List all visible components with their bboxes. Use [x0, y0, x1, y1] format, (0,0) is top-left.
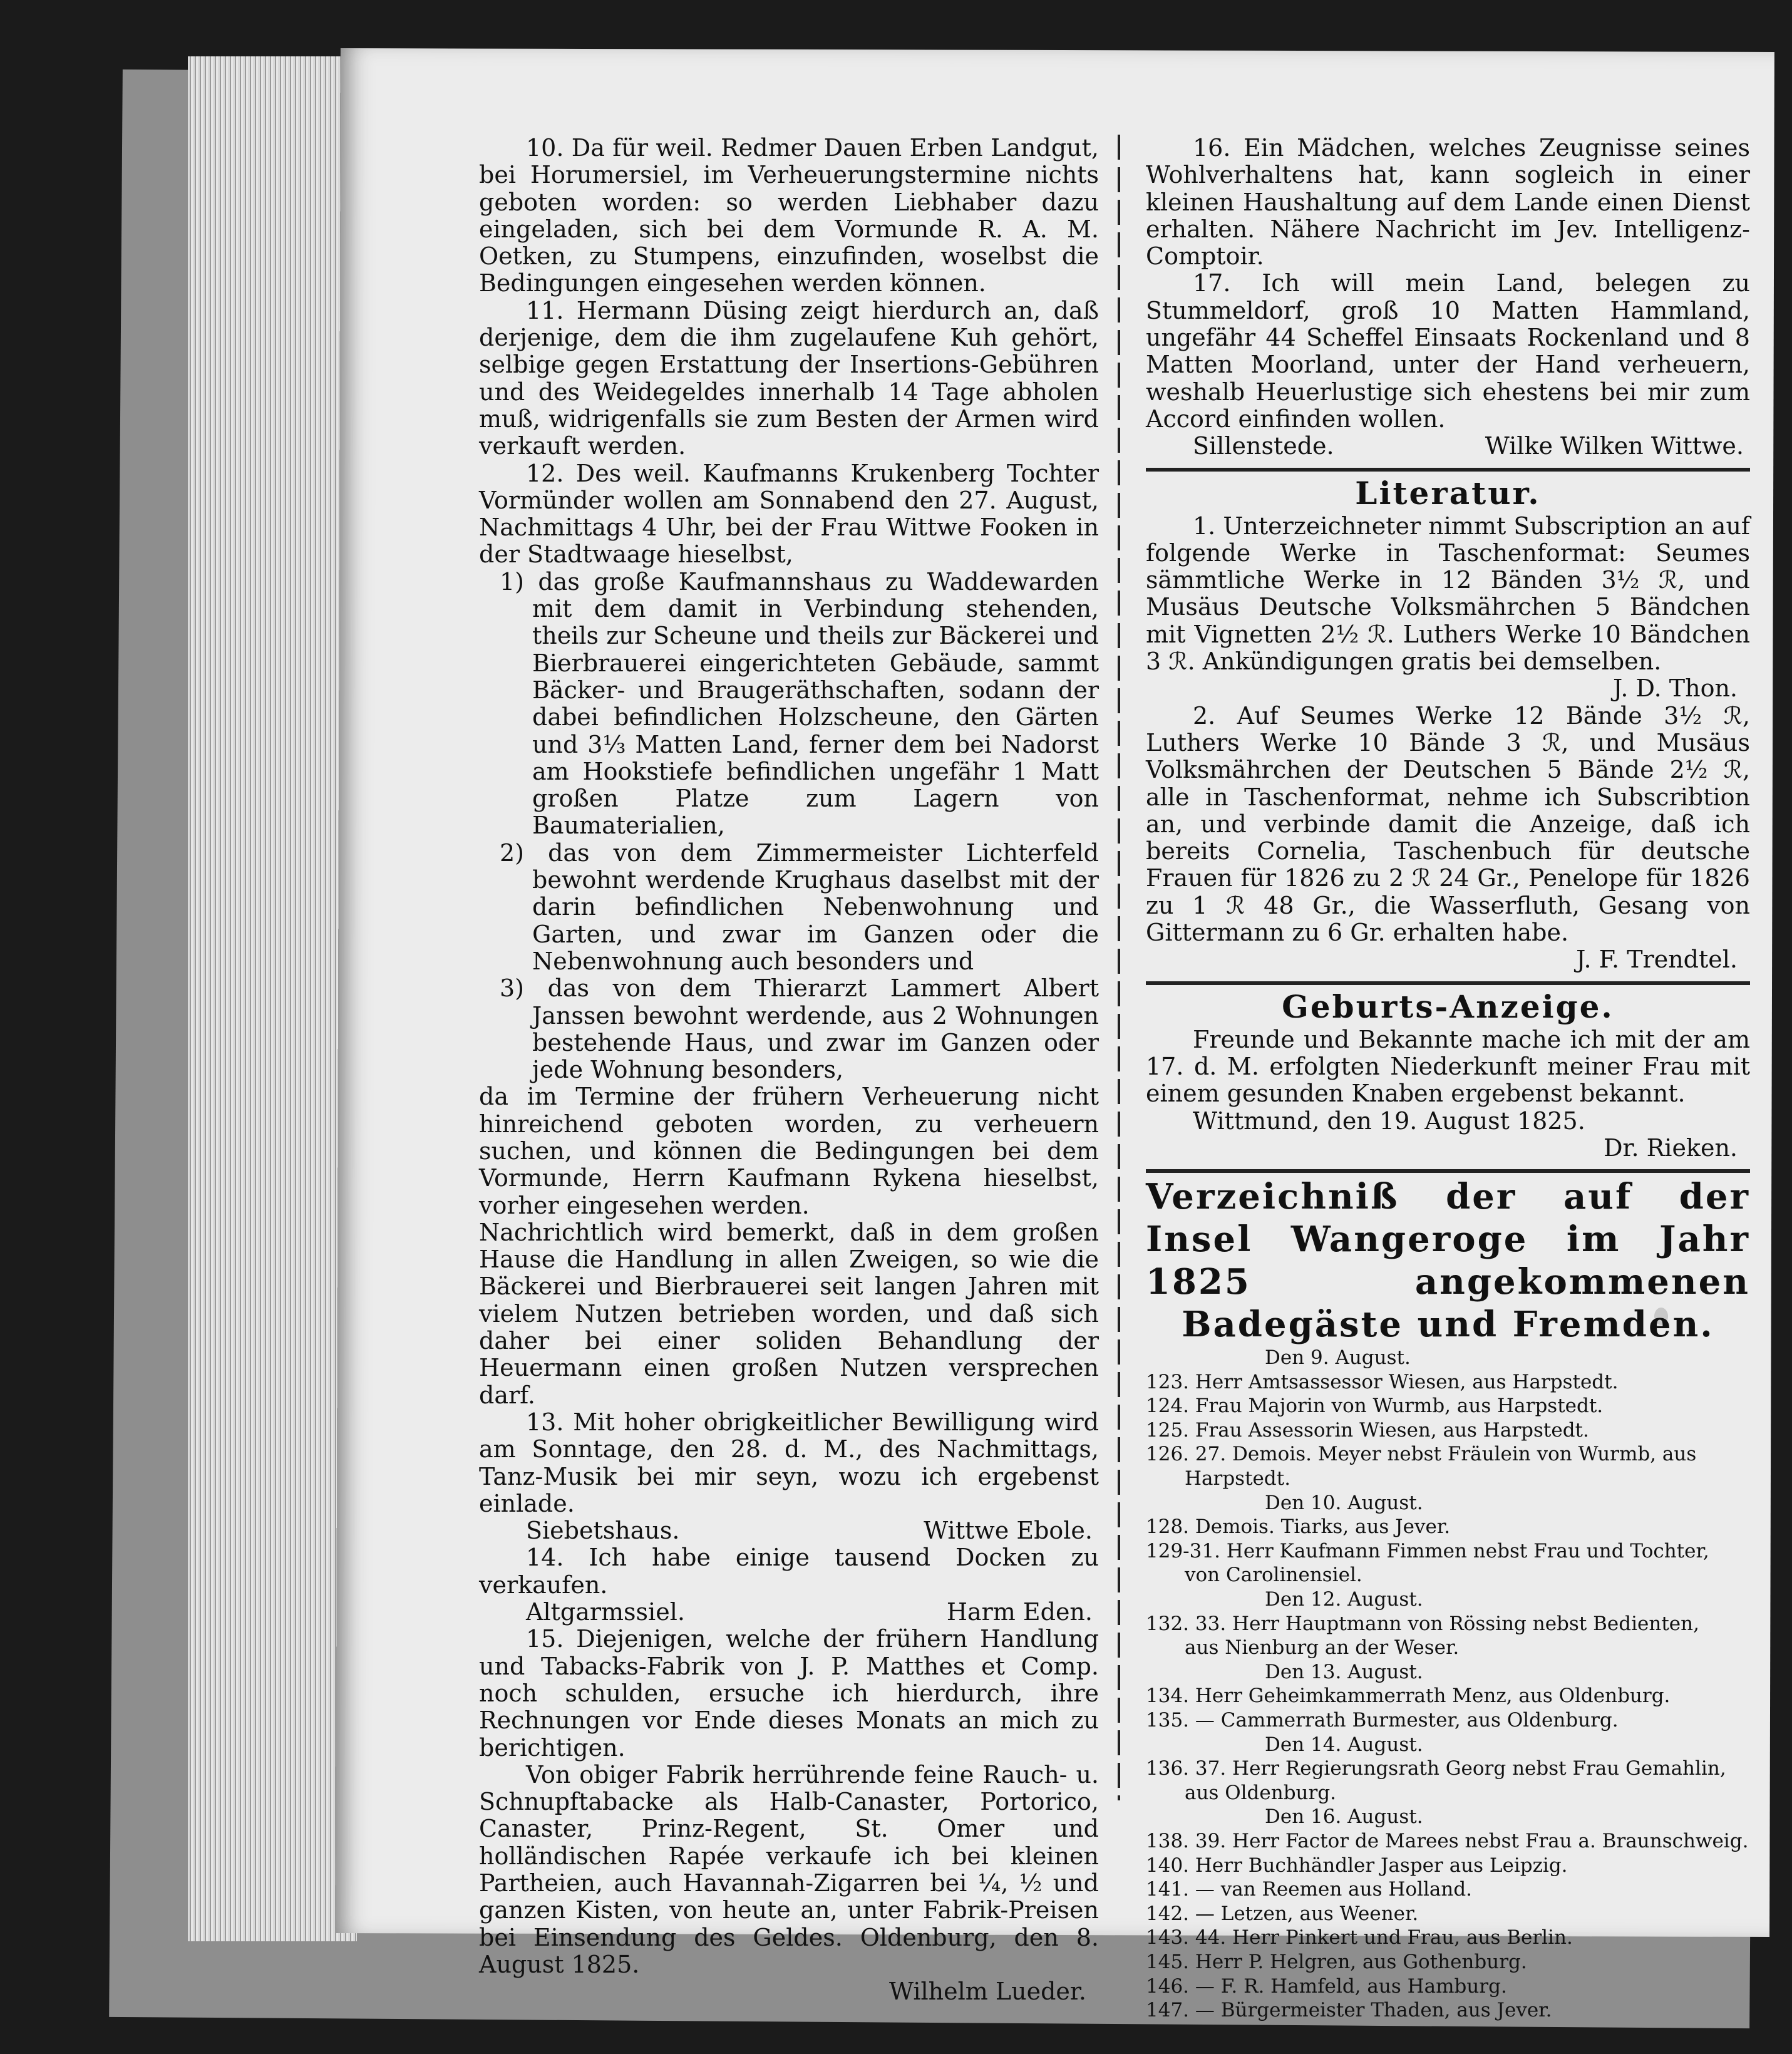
- guest-list-date: Den 10. August.: [1265, 1491, 1423, 1514]
- list-item: 2) das von dem Zimmermeister Lichterfeld bewohnt werdende Krughaus daselbst mit der darin befindlichen Nebenwohnung und Garten, und zwar im Ganzen oder die Nebenwohnung auch besonders und: [500, 839, 1099, 975]
- guest-list-entry: 140. Herr Buchhändler Jasper aus Leipzig.: [1146, 1854, 1568, 1877]
- guest-list-date: Den 12. August.: [1265, 1588, 1423, 1611]
- guest-list-date: Den 14. August.: [1265, 1733, 1423, 1756]
- guest-list-entry: von Carolinensiel.: [1185, 1564, 1362, 1587]
- guest-list-date: Den 16. August.: [1265, 1805, 1423, 1829]
- notice-15-offer: Von obiger Fabrik herrührende feine Rauch- u. Schnupftabacke als Halb-Canaster, Portorico, Canaster, Prinz-Regent, St. Omer und holländischen Rapée verkaufe ich bei kleinen Partheien, auch Havannah-Zigarren bei ¼, ½ und ganzen Kisten, von heute an, unter Fabrik-Preisen bei Einsendung des Geldes. Oldenburg, den 8. August 1825.: [479, 1760, 1099, 1978]
- signature-name: Wittwe Ebole.: [924, 1517, 1093, 1545]
- section-heading-birth: Geburts-Anzeige.: [1282, 988, 1614, 1025]
- page-stack-edge: [188, 56, 357, 1941]
- notice-12-continuation: da im Termine der frühern Verheuerung nicht hinreichend geboten worden, zu verheuern suchen, und können die Bedingungen bei dem Vormunde, Herrn Kaufmann Rykena hieselbst, vorher eingesehen werden.: [479, 1083, 1099, 1219]
- signature-place: Altgarmssiel.: [526, 1598, 685, 1626]
- guest-list-entry: 132. 33. Herr Hauptmann von Rössing nebst Bedienten,: [1146, 1612, 1699, 1635]
- notice-16: 16. Ein Mädchen, welches Zeugnisse seines Wohlverhaltens hat, kann sogleich in einer kleinen Haushaltung auf dem Lande einen Dienst erhalten. Nähere Nachricht im Jev. Intelligenz-Comptoir.: [1146, 134, 1750, 271]
- notice-10: 10. Da für weil. Redmer Dauen Erben Landgut, bei Horumersiel, im Verheuerungstermine nichts geboten worden: so werden Liebhaber dazu eingeladen, sich bei dem Vormunde R. A. M. Oetken, zu Stumpens, einzufinden, woselbst die Bedingungen eingesehen werden können.: [479, 134, 1099, 297]
- notice-17-signature: [1146, 433, 1750, 460]
- guest-list-entry: 138. 39. Herr Factor de Marees nebst Frau a. Braunschweig.: [1146, 1829, 1749, 1852]
- section-heading-literatur: Literatur.: [1355, 474, 1541, 512]
- guest-list-entry: 141. — van Reemen aus Holland.: [1146, 1878, 1473, 1901]
- list-item: 1) das große Kaufmannshaus zu Waddewarden mit dem damit in Verbindung stehenden, theils zur Scheune und theils zur Bäckerei und Bierbrauerei eingerichteten Gebäude, sammt Bäcker- und Braugeräthschaften, sodann der dabei befindlichen Holzscheune, den Gärten und 3⅓ Matten Land, ferner dem bei Nadorst am Hookstiefe befindlichen ungefähr 1 Matt großen Platze zum Lagern von Baumaterialien,: [500, 567, 1099, 840]
- guest-list-entry: 136. 37. Herr Regierungsrath Georg nebst Frau Gemahlin,: [1146, 1757, 1726, 1780]
- list-item: 3) das von dem Thierarzt Lammert Albert Janssen bewohnt werdende, aus 2 Wohnungen bestehende Haus, und zwar im Ganzen oder jede Wohnung besonders,: [500, 974, 1099, 1084]
- notice-13: 13. Mit hoher obrigkeitlicher Bewilligung wird am Sonntage, den 28. d. M., des Nachmittags, Tanz-Musik bei mir seyn, wozu ich ergebenst einlade.: [479, 1408, 1099, 1517]
- signature-name: J. D. Thon.: [1613, 674, 1738, 703]
- guest-list-entry: 135. — Cammerrath Burmester, aus Oldenburg.: [1146, 1709, 1619, 1731]
- section-divider: [1146, 981, 1750, 985]
- guest-list-entry: 134. Herr Geheimkammerrath Menz, aus Oldenburg.: [1146, 1685, 1671, 1708]
- signature-name: Wilhelm Lueder.: [888, 1978, 1086, 2006]
- signature-name: Harm Eden.: [946, 1598, 1093, 1626]
- guest-list-entry: 145. Herr P. Helgren, aus Gothenburg.: [1146, 1950, 1527, 1973]
- signature-name: Wilke Wilken Wittwe.: [1485, 432, 1744, 460]
- guest-list-date: Den 9. August.: [1265, 1346, 1411, 1370]
- notice-14: 14. Ich habe einige tausend Docken zu verkaufen.: [479, 1544, 1099, 1599]
- signature-place: Sillenstede.: [1193, 432, 1334, 460]
- right-column: [1146, 135, 1750, 2023]
- column-divider: [1118, 135, 1120, 1800]
- guest-list: [1146, 1346, 1750, 2023]
- notice-12-list: [479, 569, 1099, 1084]
- guest-list-entry: 147. — Bürgermeister Thaden, aus Jever.: [1146, 1999, 1552, 2022]
- section-divider: [1146, 1169, 1750, 1173]
- notice-12-note: Nachrichtlich wird bemerkt, daß in dem großen Hause die Handlung in allen Zweigen, so wie die Bäckerei und Bierbrauerei seit langen Jahren mit vielem Nutzen betrieben worden, und daß sich daher bei einer soliden Behandlung der Heuermann einen großen Nutzen versprechen darf.: [479, 1218, 1099, 1409]
- guest-list-entry: 125. Frau Assessorin Wiesen, aus Harpstedt.: [1146, 1418, 1589, 1442]
- guest-list-entry: 129-31. Herr Kaufmann Fimmen nebst Frau und Tochter,: [1146, 1539, 1709, 1562]
- section-heading-guest-list: Verzeichniß der auf der Insel Wangeroge im Jahr 1825 angekommenen Badegäste und Fremden.: [1146, 1176, 1750, 1346]
- guest-list-entry: 123. Herr Amtsassessor Wiesen, aus Harpstedt.: [1146, 1370, 1619, 1393]
- guest-list-entry: Harpstedt.: [1185, 1467, 1291, 1490]
- signature-place: Siebetshaus.: [526, 1517, 680, 1545]
- literature-2: 2. Auf Seumes Werke 12 Bände 3½ ℛ, Luthers Werke 10 Bände 3 ℛ, und Musäus Volksmährchen der Deutschen 5 Bände 2½ ℛ, alle in Taschenformat, nehme ich Subscribtion an, und verbinde damit die Anzeige, daß ich bereits Cornelia, Taschenbuch für deutsche Frauen für 1826 zu 2 ℛ 24 Gr., Penelope für 1826 zu 1 ℛ 48 Gr., die Wasserfluth, Gesang von Gittermann zu 6 Gr. erhalten habe.: [1146, 701, 1750, 947]
- birth-announcement: Freunde und Bekannte mache ich mit der am 17. d. M. erfolgten Niederkunft meiner Frau mit einem gesunden Knaben ergebenst bekannt.: [1146, 1025, 1750, 1108]
- guest-list-entry: aus Oldenburg.: [1185, 1781, 1337, 1804]
- birth-place-date: Wittmund, den 19. August 1825.: [1193, 1107, 1585, 1135]
- guest-list-date: Den 13. August.: [1265, 1660, 1423, 1683]
- literature-1: 1. Unterzeichneter nimmt Subscription an auf folgende Werke in Taschenformat: Seumes sämmtliche Werke in 12 Bänden 3½ ℛ, und Musäus Deutsche Volksmährchen 5 Bändchen mit Vignetten 2½ ℛ. Luthers Werke 10 Bändchen 3 ℛ. Ankündigungen gratis bei demselben.: [1146, 512, 1750, 676]
- guest-list-entry: 126. 27. Demois. Meyer nebst Fräulein von Wurmb, aus: [1146, 1443, 1697, 1466]
- guest-list-entry: 143. 44. Herr Pinkert und Frau, aus Berlin.: [1146, 1926, 1573, 1949]
- notice-17: 17. Ich will mein Land, belegen zu Stummeldorf, groß 10 Matten Hammland, ungefähr 44 Scheffel Einsaats Rockenland und 8 Matten Moorland, unter der Hand verheuern, weshalb Heuerlustige sich ehestens bei mir zum Accord einfinden wollen.: [1146, 269, 1750, 433]
- guest-list-entry: 128. Demois. Tiarks, aus Jever.: [1146, 1515, 1451, 1539]
- signature-name: Dr. Rieken.: [1604, 1133, 1738, 1162]
- notice-13-signature: [479, 1517, 1099, 1544]
- guest-list-entry: 142. — Letzen, aus Weener.: [1146, 1902, 1419, 1925]
- guest-list-entry: 146. — F. R. Hamfeld, aus Hamburg.: [1146, 1974, 1507, 1998]
- section-divider: [1146, 468, 1750, 472]
- notice-11: 11. Hermann Düsing zeigt hierdurch an, daß derjenige, dem die ihm zugelaufene Kuh gehört, selbige gegen Erstattung der Insertions-Gebühren und des Weidegeldes innerhalb 14 Tage abholen muß, widrigenfalls sie zum Besten der Armen wird verkauft werden.: [479, 296, 1099, 460]
- notice-15: 15. Diejenigen, welche der frühern Handlung und Tabacks-Fabrik von J. P. Matthes et Comp. noch schulden, ersuche ich hierdurch, ihre Rechnungen vor Ende dieses Monats an mich zu berichtigen.: [479, 1625, 1099, 1762]
- left-column: [479, 135, 1099, 2005]
- notice-12: 12. Des weil. Kaufmanns Krukenberg Tochter Vormünder wollen am Sonnabend den 27. August, Nachmittags 4 Uhr, bei der Frau Wittwe Fooken in der Stadtwaage hieselbst,: [479, 459, 1099, 569]
- notice-14-signature: [479, 1599, 1099, 1626]
- guest-list-entry: aus Nienburg an der Weser.: [1185, 1636, 1460, 1659]
- guest-list-entry: 124. Frau Majorin von Wurmb, aus Harpstedt.: [1146, 1395, 1604, 1418]
- signature-name: J. F. Trendtel.: [1576, 946, 1738, 974]
